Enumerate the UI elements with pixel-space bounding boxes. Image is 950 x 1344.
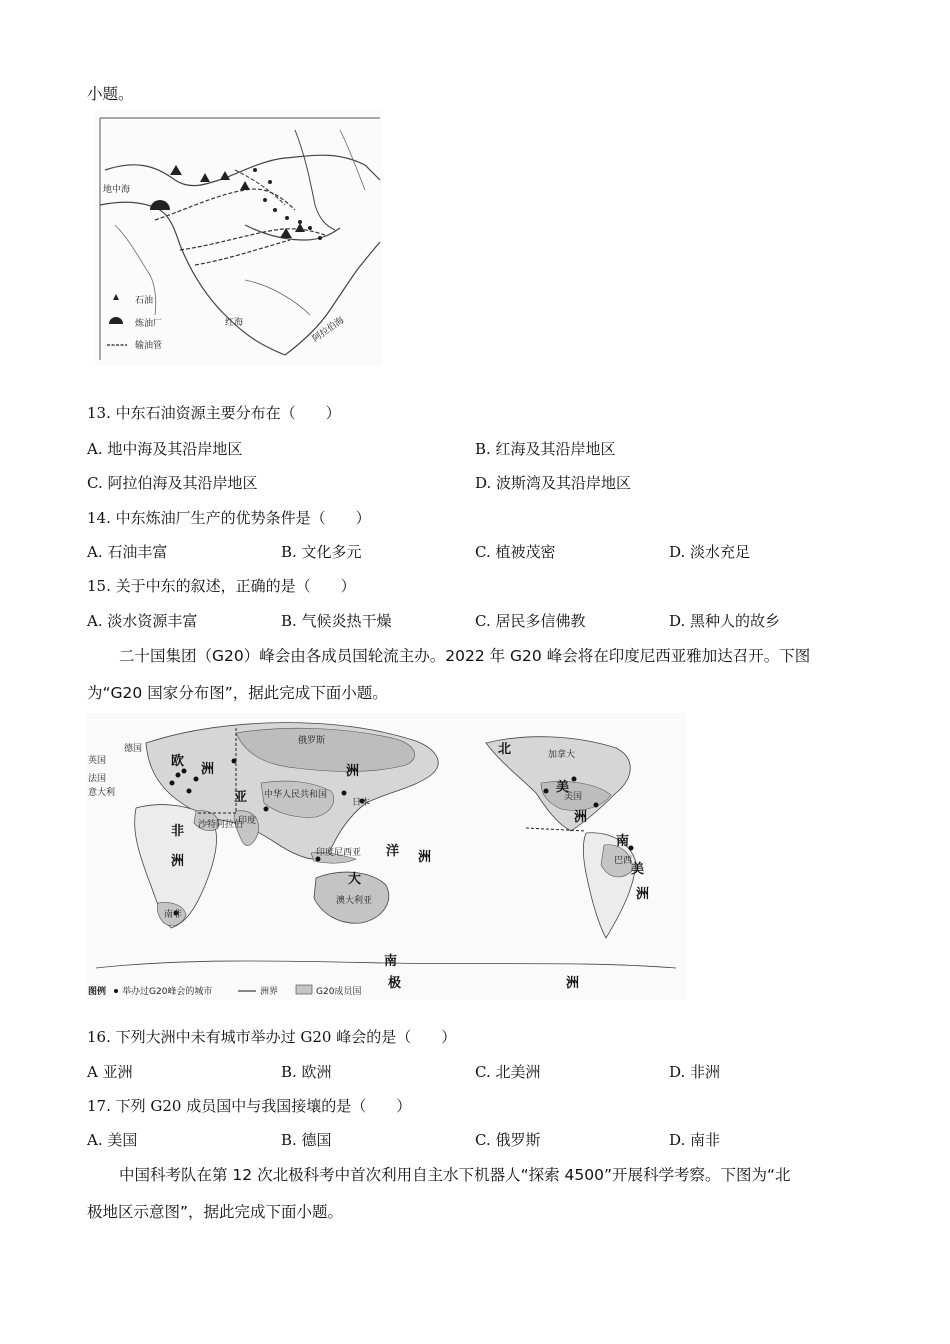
label-china: 中华人民共和国 (264, 790, 328, 800)
q14-option-b[interactable]: B. 文化多元 (281, 543, 362, 561)
q14-option-c[interactable]: C. 植被茂密 (475, 543, 556, 561)
q13-option-a[interactable]: A. 地中海及其沿岸地区 (87, 440, 243, 458)
label-canada: 加拿大 (548, 750, 576, 760)
q14-option-d[interactable]: D. 淡水充足 (669, 543, 751, 561)
label-north-america-3: 洲 (574, 810, 588, 825)
label-australia: 澳大利亚 (336, 896, 373, 906)
q14-stem: 14. 中东炼油厂生产的优势条件是（ ） (87, 509, 371, 527)
g20-intro-line2: 为“G20 国家分布图”，据此完成下面小题。 (87, 684, 388, 702)
label-brazil: 巴西 (614, 856, 633, 866)
label-uk: 英国 (88, 756, 107, 766)
q17-stem: 17. 下列 G20 成员国中与我国接壤的是（ ） (87, 1097, 412, 1115)
label-europe-1: 欧 (171, 754, 185, 769)
label-africa-1: 非 (171, 824, 185, 839)
legend-refinery-label: 炼油厂 (135, 319, 163, 329)
label-europe-2: 洲 (201, 762, 215, 777)
arctic-intro-line1: 中国科考队在第 12 次北极科考中首次利用自主水下机器人“探索 4500”开展科学考察。下图为“北 (119, 1166, 791, 1184)
label-saudi: 沙特阿拉伯 (198, 820, 244, 830)
label-antarctica-2: 极 (388, 976, 402, 991)
label-oceania-3: 洲 (418, 850, 432, 865)
q15-option-c[interactable]: C. 居民多信佛教 (475, 612, 586, 630)
label-italy: 意大利 (88, 788, 116, 798)
label-mediterranean: 地中海 (103, 185, 131, 195)
label-antarctica-3: 洲 (566, 976, 580, 991)
arctic-intro-line2: 极地区示意图”，据此完成下面小题。 (87, 1203, 344, 1221)
g20-world-map (86, 713, 686, 1000)
label-south-america-1: 南 (616, 834, 630, 849)
legend-city-icon (114, 989, 118, 993)
q16-option-c[interactable]: C. 北美洲 (475, 1063, 541, 1081)
label-russia: 俄罗斯 (298, 736, 326, 746)
q16-stem: 16. 下列大洲中未有城市举办过 G20 峰会的是（ ） (87, 1028, 457, 1046)
q15-option-a[interactable]: A. 淡水资源丰富 (87, 612, 198, 630)
label-germany: 德国 (124, 744, 143, 754)
q13-stem: 13. 中东石油资源主要分布在（ ） (87, 404, 341, 422)
label-south-africa: 南非 (164, 910, 183, 920)
q15-option-b[interactable]: B. 气候炎热干燥 (281, 612, 392, 630)
legend-member-icon (296, 985, 312, 994)
q17-option-a[interactable]: A. 美国 (87, 1131, 138, 1149)
legend-boundary-label: 洲界 (260, 987, 279, 997)
label-arabian-sea: 阿拉伯海 (310, 315, 347, 345)
q14-option-a[interactable]: A. 石油丰富 (87, 543, 168, 561)
q15-option-d[interactable]: D. 黑种人的故乡 (669, 612, 781, 630)
label-red-sea: 红海 (225, 318, 244, 328)
q15-stem: 15. 关于中东的叙述，正确的是（ ） (87, 577, 356, 595)
q17-option-c[interactable]: C. 俄罗斯 (475, 1131, 541, 1149)
middle-east-oil-map (95, 110, 382, 366)
legend-city-label: 举办过G20峰会的城市 (122, 987, 213, 997)
label-oceania-2: 洋 (386, 844, 400, 859)
label-asia-zhou: 洲 (346, 764, 360, 779)
legend-pipeline-label: 输油管 (135, 341, 163, 351)
label-north-america-2: 美 (556, 780, 570, 795)
q13-option-b[interactable]: B. 红海及其沿岸地区 (475, 440, 616, 458)
label-north-america-1: 北 (498, 742, 512, 757)
q16-option-d[interactable]: D. 非洲 (669, 1063, 721, 1081)
q17-option-d[interactable]: D. 南非 (669, 1131, 721, 1149)
label-usa: 美国 (564, 792, 583, 802)
q16-option-b[interactable]: B. 欧洲 (281, 1063, 332, 1081)
q16-option-a[interactable]: A 亚洲 (87, 1063, 133, 1081)
label-south-america-3: 洲 (636, 887, 650, 902)
label-india: 印度 (238, 816, 257, 826)
label-indonesia: 印度尼西亚 (316, 848, 362, 858)
q17-option-b[interactable]: B. 德国 (281, 1131, 332, 1149)
label-africa-2: 洲 (171, 854, 185, 869)
q13-option-d[interactable]: D. 波斯湾及其沿岸地区 (475, 474, 632, 492)
legend-oil-label: 石油 (135, 296, 154, 306)
label-antarctica-1: 南 (384, 954, 398, 969)
g20-intro-line1: 二十国集团（G20）峰会由各成员国轮流主办。2022 年 G20 峰会将在印度尼西亚雅加达召开。下图 (119, 647, 811, 665)
q13-option-c[interactable]: C. 阿拉伯海及其沿岸地区 (87, 474, 258, 492)
label-asia: 亚 (234, 790, 248, 805)
intro-tail: 小题。 (87, 85, 134, 103)
legend-member-label: G20成员国 (316, 987, 362, 997)
label-japan: 日本 (352, 798, 371, 808)
label-oceania-1: 大 (348, 872, 362, 887)
legend-title: 图例 (88, 987, 107, 997)
label-france: 法国 (88, 774, 107, 784)
label-south-america-2: 美 (631, 862, 645, 877)
